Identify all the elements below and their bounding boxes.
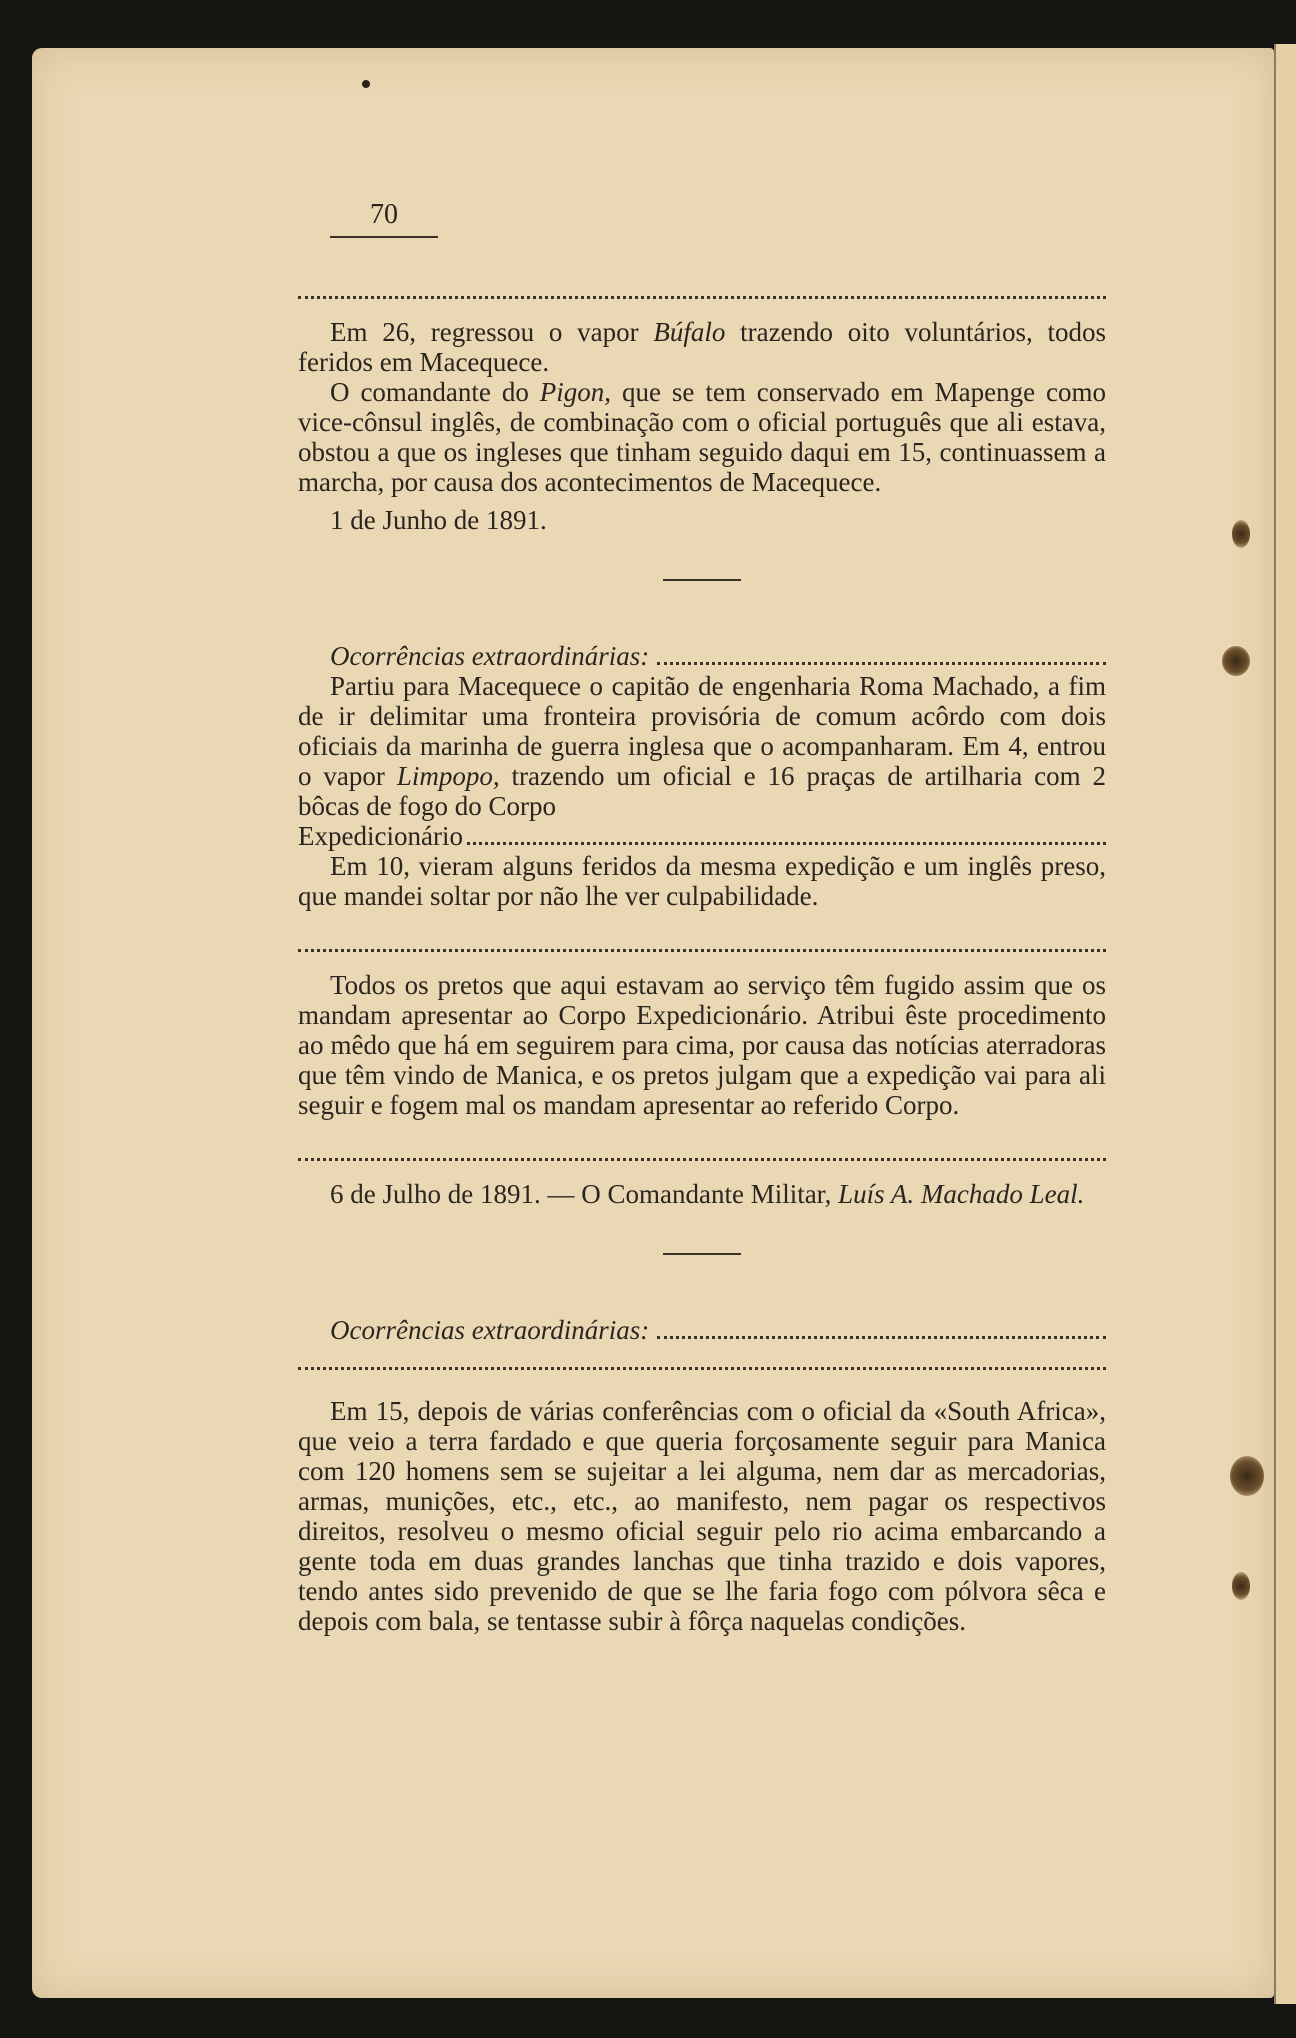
paragraph: Em 10, vieram alguns feridos da mesma expedição e um inglês preso, que mandei soltar por não lhe ver culpabilidade. [298, 851, 1106, 911]
ink-dot [362, 80, 370, 88]
paragraph: Partiu para Macequece o capitão de engenharia Roma Machado, a fim de ir delimitar uma fronteira provisória de comum acôrdo com dois oficiais da marinha de guerra inglesa que o acompanharam. Em 4, entrou o vapor Limpopo, trazendo um oficial e 16 praças de artilharia com 2 bôcas de fogo do Corpo [298, 671, 1106, 821]
ink-stain [1230, 1456, 1264, 1496]
dotted-line-end: Expedicionário [298, 821, 1106, 851]
dotted-leader [657, 1336, 1106, 1339]
ship-name: Limpopo, [396, 761, 500, 791]
page-content [298, 274, 1106, 1636]
paragraph: Todos os pretos que aqui estavam ao serviço têm fugido assim que os mandam apresentar ao Corpo Expedicionário. Atribui êste procedimento ao mêdo que há em seguirem para cima, por causa das notícias aterradoras que têm vindo de Manica, e os pretos julgam que a expedição vai para ali seguir e fogem mal os mandam apresentar ao referido Corpo. [298, 970, 1106, 1120]
ink-stain [1232, 520, 1250, 548]
section-separator [663, 1253, 741, 1255]
next-page-edge [1274, 44, 1296, 2004]
ellipsis-line [298, 1136, 1106, 1161]
ship-name: Búfalo [653, 317, 726, 347]
section-heading: Ocorrências extraordinárias: [298, 641, 1106, 671]
page-number-rule [330, 236, 438, 238]
ellipsis-line [298, 927, 1106, 952]
section-heading: Ocorrências extraordinárias: [298, 1315, 1106, 1345]
dotted-leader [657, 662, 1106, 665]
entry-date: 1 de Junho de 1891. [330, 505, 547, 535]
ship-name: Pigon, [539, 377, 612, 407]
ellipsis-line [298, 1345, 1106, 1370]
ink-stain [1232, 1572, 1250, 1600]
page-number: 70 [370, 199, 398, 230]
section-separator [663, 579, 741, 581]
paragraph: O comandante do Pigon, que se tem conservado em Mapenge como vice-cônsul inglês, de combinação com o oficial português que ali estava, obstou a que os ingleses que tinham seguido daqui em 15, continuassem a marcha, por causa dos acontecimentos de Macequece. [298, 377, 1107, 497]
signatory-name: Luís A. Machado Leal. [838, 1179, 1085, 1209]
paragraph: Em 26, regressou o vapor Búfalo trazendo oito voluntários, todos feridos em Macequece. [298, 317, 1106, 377]
dotted-leader [467, 842, 1106, 845]
ink-stain [1222, 646, 1250, 676]
paragraph: Em 15, depois de várias conferências com o oficial da «South Africa», que veio a terra fardado e que queria forçosamente seguir para Manica com 120 homens sem se sujeitar a lei alguma, nem dar as mercadorias, armas, munições, etc., etc., ao manifesto, nem pagar os respectivos direitos, resolveu o mesmo oficial seguir pelo rio acima embarcando a gente toda em duas grandes lanchas que tinha trazido e dois vapores, tendo antes sido prevenido de que se lhe faria fogo com pólvora sêca e depois com bala, se tentasse subir à fôrça naquelas condições. [298, 1396, 1106, 1636]
signature-line: 6 de Julho de 1891. — O Comandante Militar, Luís A. Machado Leal. [330, 1179, 1085, 1209]
ellipsis-line [298, 274, 1106, 299]
